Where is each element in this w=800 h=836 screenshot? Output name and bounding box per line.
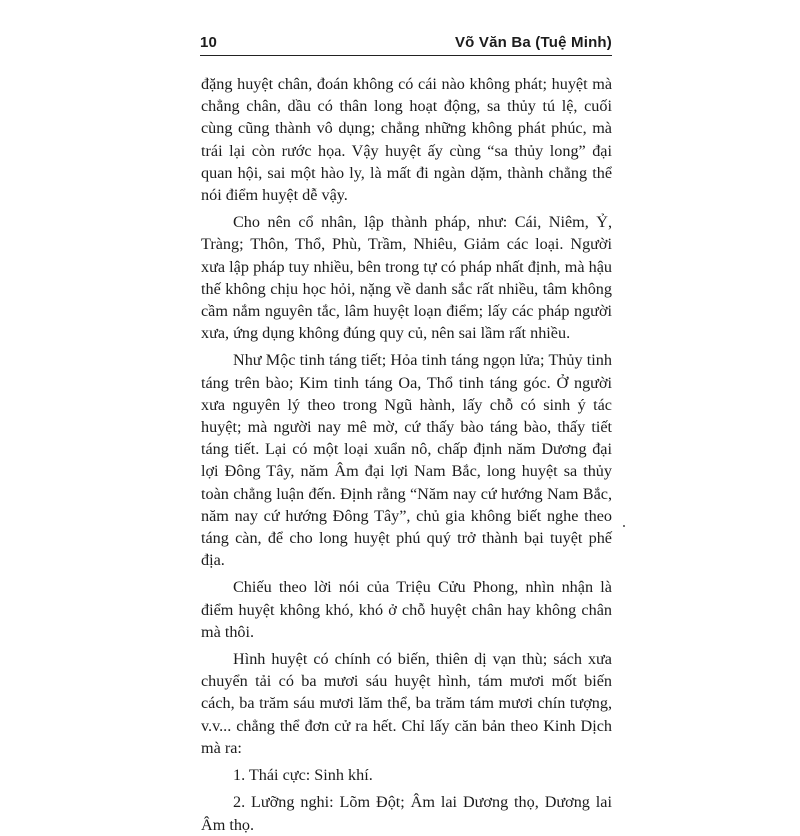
page-number: 10: [200, 34, 218, 51]
page-header: [200, 30, 612, 54]
body-text: [201, 73, 612, 836]
list-item-2: 2. Lưỡng nghi: Lõm Đột; Âm lai Dương thọ, Dương lai Âm thọ.: [201, 793, 612, 834]
paragraph-5: Hình huyệt có chính có biến, thiên dị vạn thù; sách xưa chuyển tải có ba mươi sáu huyệt hình, tám mươi mốt biến cách, ba trăm sáu mươi lăm thể, ba trăm tám mươi chín tượng, v.v... chẳng thể đơn cử ra hết. Chỉ lấy căn bản theo Kinh Dịch mà ra:: [201, 650, 612, 757]
paragraph-2: Cho nên cổ nhân, lập thành pháp, như: Cái, Niêm, Ỷ, Tràng; Thôn, Thổ, Phù, Trầm, Nhiêu, Giảm các loại. Người xưa lập pháp tuy nhiều, bên trong tự có pháp nhất định, mà hậu thế không chịu học hỏi, nặng về danh sắc rất nhiều, tâm không cầm nắm nguyên tắc, lâm huyệt loạn điểm; lấy các pháp người xưa, ứng dụng không đúng quy củ, nên sai lầm rất nhiều.: [201, 213, 612, 343]
running-title: Võ Văn Ba (Tuệ Minh): [454, 34, 612, 51]
paragraph-4: Chiếu theo lời nói của Triệu Cửu Phong, nhìn nhận là điểm huyệt không khó, khó ở chỗ huyệt chân hay không chân mà thôi.: [201, 578, 612, 641]
paragraph-3: Như Mộc tinh táng tiết; Hỏa tinh táng ngọn lửa; Thủy tinh táng trên bào; Kim tinh táng Oa, Thổ tinh táng góc. Ở người xưa nguyên lý theo trong Ngũ hành, lấy chỗ có sinh ý tác huyệt; mà người nay mê mờ, cứ thấy bào táng bào, thấy tiết táng tiết. Lại có một loại xuẩn nô, chấp định năm Dương đại lợi Đông Tây, năm Âm đại lợi Nam Bắc, long huyệt sa thủy toàn chẳng luận đến. Định rằng “Năm nay cứ hướng Nam Bắc, năm nay cứ hướng Đông Tây”, chủ gia không biết nghe theo táng càn, để cho long huyệt phú quý trở thành bại tuyệt phế địa.: [201, 351, 612, 570]
list-item-1: 1. Thái cực: Sinh khí.: [233, 766, 373, 785]
header-rule: [200, 55, 612, 56]
margin-mark: [623, 525, 625, 527]
paragraph-1: đặng huyệt chân, đoán không có cái nào không phát; huyệt mà chẳng chân, dầu có thân long hoạt động, sa thủy tú lệ, cuối cùng cũng thành vô dụng; chẳng những không phát phúc, mà trái lại còn rước họa. Vậy huyệt ấy cùng “sa thủy long” đại quan hội, sai một hào ly, là mất đi ngàn dặm, thành chẳng thể nói điểm huyệt dễ vậy.: [201, 75, 612, 205]
